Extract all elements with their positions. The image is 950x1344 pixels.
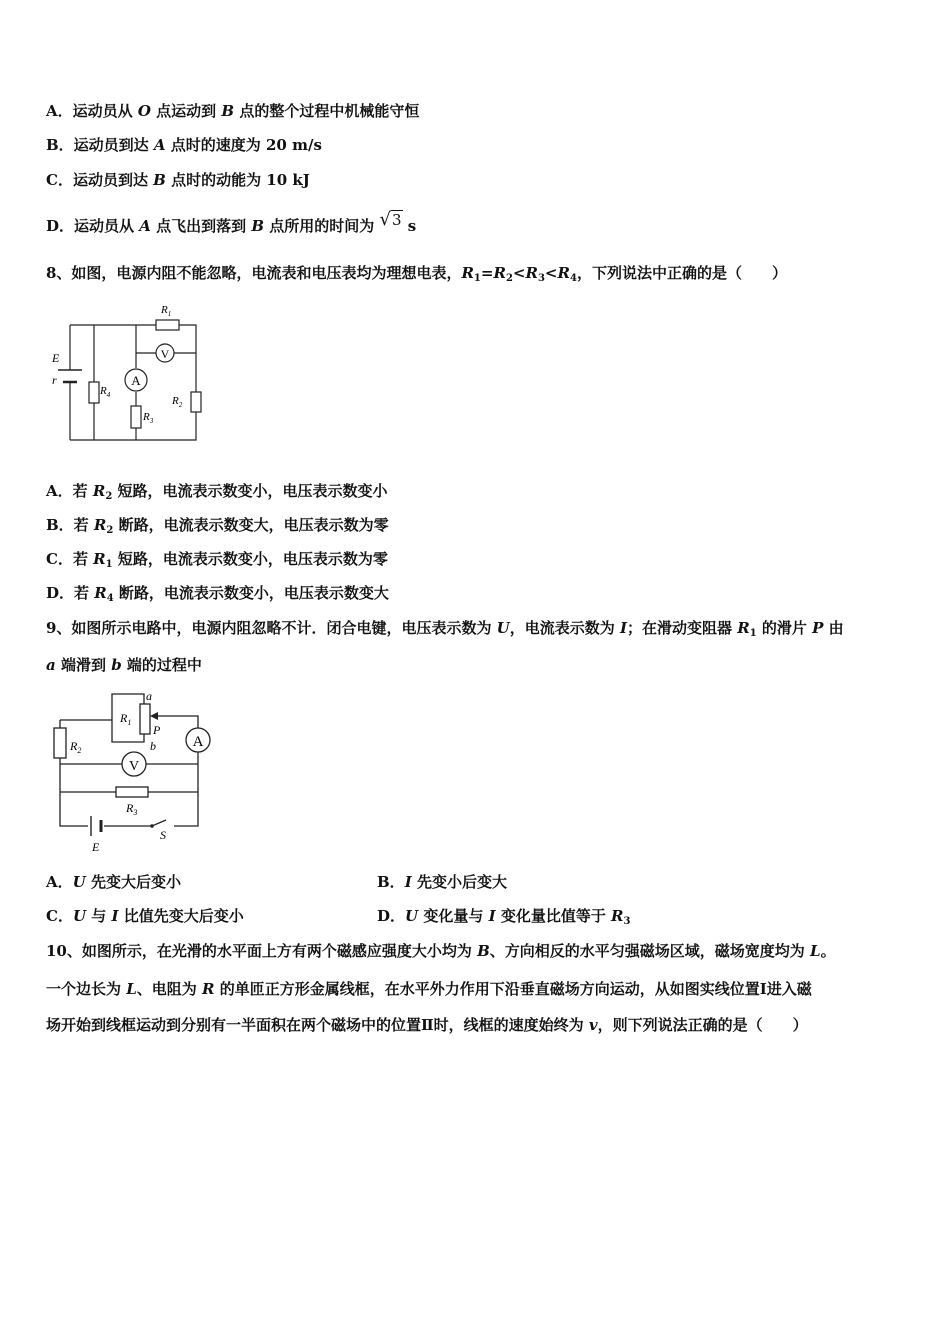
- resistor-r1: [156, 320, 179, 330]
- q9-option-c: C．U 与 I 比值先变大后变小: [46, 907, 244, 925]
- sqrt-three: √3: [379, 209, 402, 230]
- q10-stem-line-2: 一个边长为 L、电阻为 R 的单匝正方形金属线框，在水平外力作用下沿垂直磁场方向运动，从如图实线位置Ⅰ进入磁: [46, 980, 812, 998]
- q8-option-b: B．若 $R_2$ 断路，电流表示数变大，电压表示数为零: [46, 516, 389, 536]
- terminal-b-label: b: [150, 739, 156, 753]
- slider-arrow-icon: [150, 712, 158, 720]
- q9-option-a: A．U 先变大后变小: [46, 873, 181, 891]
- q8-option-d: D．若 $R_4$ 断路，电流表示数变小，电压表示数变大: [46, 584, 389, 604]
- voltmeter-label: V: [128, 759, 140, 774]
- q8-circuit-diagram: [44, 300, 214, 445]
- ammeter-label: A: [131, 373, 141, 388]
- r4-label: $R_4$: [100, 385, 111, 399]
- q7-option-a: A．运动员从 O 点运动到 B 点的整个过程中机械能守恒: [46, 102, 420, 120]
- ammeter-label: A: [192, 734, 204, 750]
- q10-stem-line-1: 10、如图所示，在光滑的水平面上方有两个磁感应强度大小均为 B、方向相反的水平匀强磁场区域，磁场宽度均为 L。: [46, 942, 836, 960]
- voltmeter-label: V: [160, 347, 170, 361]
- r1-label: $R_1$: [161, 304, 172, 318]
- r2-label: $R_2$: [70, 739, 82, 755]
- q10-stem-line-3: 场开始到线框运动到分别有一半面积在两个磁场中的位置Ⅱ时，线框的速度始终为 v，则下列说法正确的是（ ）: [46, 1016, 808, 1034]
- slider-p-label: P: [153, 723, 161, 737]
- switch-pivot: [150, 824, 154, 828]
- emf-label: E: [92, 840, 100, 854]
- terminal-a-label: a: [146, 689, 152, 703]
- emf-label: E: [52, 351, 60, 365]
- resistor-r2: [54, 728, 66, 758]
- q9-option-d: D．U 变化量与 I 变化量比值等于 $R_3$: [377, 907, 631, 927]
- r3-label: $R_3$: [126, 801, 138, 817]
- resistor-r3: [116, 787, 148, 797]
- resistor-r4: [89, 382, 99, 403]
- resistor-r3: [131, 406, 141, 428]
- q7-option-d: D．运动员从 A 点飞出到落到 B 点所用的时间为 √3 s: [46, 209, 417, 235]
- q8-option-a: A．若 $R_2$ 短路，电流表示数变小，电压表示数变小: [46, 482, 388, 502]
- q9-option-b: B．I 先变小后变大: [377, 873, 507, 891]
- q8-option-c: C．若 $R_1$ 短路，电流表示数变小，电压表示数为零: [46, 550, 388, 570]
- q9-circuit-diagram: [44, 686, 224, 856]
- r2-label: $R_2$: [172, 395, 183, 409]
- q7-option-b: B．运动员到达 A 点时的速度为 20 m/s: [46, 136, 322, 154]
- resistor-r2: [191, 392, 201, 412]
- q7-option-c: C．运动员到达 B 点时的动能为 10 kJ: [46, 171, 310, 189]
- internal-resistance-label: r: [52, 373, 57, 387]
- q9-stem-line-1: 9、如图所示电路中，电源内阻忽略不计．闭合电键，电压表示数为 U，电流表示数为 I；在滑动变阻器 $R_1$ 的滑片 P 由: [46, 619, 844, 639]
- r1-label: $R_1$: [120, 711, 132, 727]
- rheostat-r1: [140, 704, 150, 734]
- switch-label: S: [160, 828, 166, 842]
- q8-stem: 8、如图，电源内阻不能忽略，电流表和电压表均为理想电表，$R_1=R_2<R_3<R_4$，下列说法中正确的是（ ）: [46, 264, 787, 284]
- q9-stem-line-2: a 端滑到 b 端的过程中: [46, 656, 202, 674]
- r3-label: $R_3$: [143, 411, 154, 425]
